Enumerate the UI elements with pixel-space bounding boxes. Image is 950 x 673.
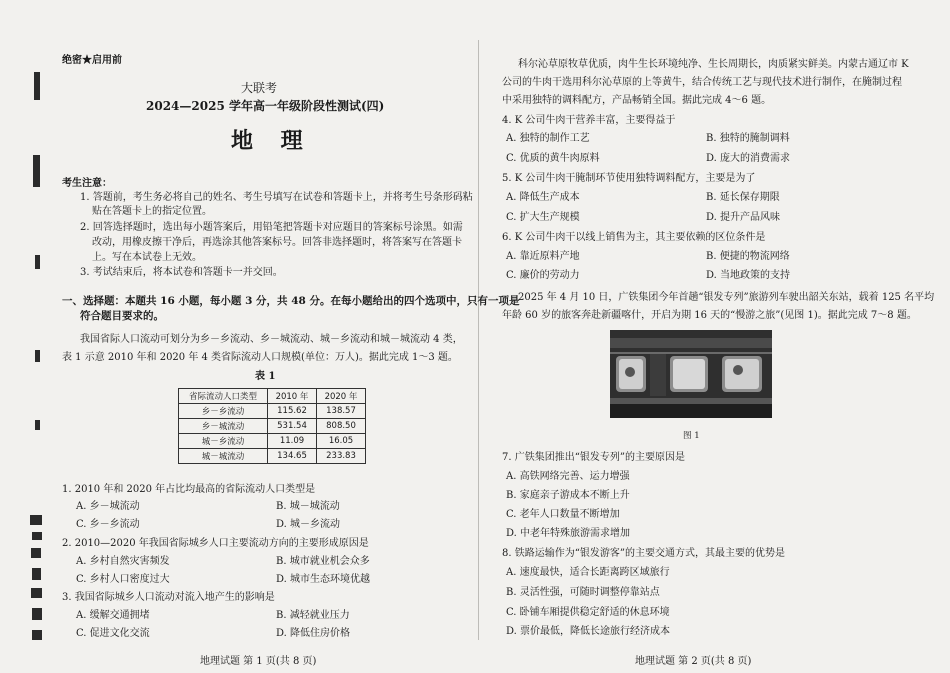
section-heading: 一、选择题：本题共 16 小题，每小题 3 分，共 48 分。在每小题给出的四个选项中，只有一项是 bbox=[62, 295, 520, 307]
table-row bbox=[179, 419, 366, 434]
option: B. 灵活性强，可随时调整停靠站点 bbox=[506, 587, 660, 598]
table-cell: 808.50 bbox=[317, 419, 366, 434]
table-cell: 乡－乡流动 bbox=[179, 404, 268, 419]
option: D. 提升产品风味 bbox=[706, 212, 781, 223]
table-cell: 233.83 bbox=[317, 449, 366, 464]
table-cell: 138.57 bbox=[317, 404, 366, 419]
section-heading-cont: 符合题目要求的。 bbox=[80, 310, 164, 322]
table-header: 省际流动人口类型 bbox=[179, 389, 268, 404]
option: D. 城市生态环境优越 bbox=[276, 574, 371, 585]
option: D. 降低住房价格 bbox=[276, 628, 351, 639]
option: D. 票价最低，降低长途旅行经济成本 bbox=[506, 626, 671, 637]
org-title: 大联考 bbox=[241, 81, 278, 95]
option: B. 家庭亲子游成本不断上升 bbox=[506, 490, 630, 501]
passage-line: 科尔沁草原牧草优质，肉牛生长环境纯净、生长周期长，肉质紧实鲜美。内蒙古通辽市 K bbox=[518, 59, 909, 70]
secret-label: 绝密★启用前 bbox=[62, 55, 122, 66]
subject-title: 地 理 bbox=[231, 128, 313, 154]
intro-line: 表 1 示意 2010 年和 2020 年 4 类省际流动人口规模(单位：万人)。据此完成 1～3 题。 bbox=[62, 352, 458, 363]
option: C. 乡村人口密度过大 bbox=[76, 574, 170, 585]
option: A. 独特的制作工艺 bbox=[506, 133, 590, 144]
table-cell: 城－城流动 bbox=[179, 449, 268, 464]
table-cell: 11.09 bbox=[268, 434, 317, 449]
option: B. 延长保存期限 bbox=[706, 192, 780, 203]
option: D. 庞大的消费需求 bbox=[706, 153, 791, 164]
option: D. 当地政策的支持 bbox=[706, 270, 791, 281]
question-6: 6. K 公司牛肉干以线上销售为主，其主要依赖的区位条件是 bbox=[502, 232, 766, 243]
table-cell: 115.62 bbox=[268, 404, 317, 419]
option: C. 促进文化交流 bbox=[76, 628, 150, 639]
exam-title: 2024—2025 学年高一年级阶段性测试(四) bbox=[146, 99, 385, 113]
question-7: 7. 广铁集团推出“银发专列”的主要原因是 bbox=[502, 452, 685, 463]
right-page bbox=[480, 0, 950, 673]
question-1: 1. 2010 年和 2020 年占比均最高的省际流动人口类型是 bbox=[62, 484, 316, 495]
train-photo bbox=[610, 330, 772, 418]
option: A. 乡－城流动 bbox=[76, 501, 140, 512]
table-header-row bbox=[179, 389, 366, 404]
option: D. 城－乡流动 bbox=[276, 519, 341, 530]
option: C. 优质的黄牛肉原料 bbox=[506, 153, 600, 164]
option: B. 城－城流动 bbox=[276, 501, 340, 512]
option: B. 独特的腌制调料 bbox=[706, 133, 790, 144]
option: D. 中老年特殊旅游需求增加 bbox=[506, 528, 631, 539]
table-cell: 乡－城流动 bbox=[179, 419, 268, 434]
option: A. 缓解交通拥堵 bbox=[76, 610, 150, 621]
page-footer: 地理试题 第 2 页(共 8 页) bbox=[635, 656, 752, 667]
option: A. 靠近原料产地 bbox=[506, 251, 580, 262]
question-3: 3. 我国省际城乡人口流动对流入地产生的影响是 bbox=[62, 592, 275, 603]
table-cell: 134.65 bbox=[268, 449, 317, 464]
question-8: 8. 铁路运输作为“银发游客”的主要交通方式，其最主要的优势是 bbox=[502, 548, 785, 559]
option: B. 城市就业机会众多 bbox=[276, 556, 370, 567]
figure-caption: 图 1 bbox=[683, 431, 700, 441]
question-4: 4. K 公司牛肉干营养丰富，主要得益于 bbox=[502, 115, 676, 126]
notice-line: 1. 答题前，考生务必将自己的姓名、考生号填写在试卷和答题卡上，并将考生号条形码粘 bbox=[80, 192, 473, 203]
notice-line: 3. 考试结束后，将本试卷和答题卡一并交回。 bbox=[80, 267, 283, 278]
notice-line: 贴在答题卡上的指定位置。 bbox=[92, 206, 212, 217]
option: B. 减轻就业压力 bbox=[276, 610, 350, 621]
table-title: 表 1 bbox=[255, 371, 276, 382]
notice-line: 2. 回答选择题时，选出每小题答案后，用铅笔把答题卡对应题目的答案标号涂黑。如需 bbox=[80, 222, 463, 233]
option: C. 卧铺车厢提供稳定舒适的休息环境 bbox=[506, 607, 670, 618]
option: C. 扩大生产规模 bbox=[506, 212, 580, 223]
passage-line: 年龄 60 岁的旅客奔赴新疆喀什，开启为期 16 天的“慢游之旅”(见图 1)。据此完成 7～8 题。 bbox=[502, 310, 917, 321]
question-5: 5. K 公司牛肉干腌制环节使用独特调料配方，主要是为了 bbox=[502, 173, 756, 184]
passage-line: 中采用独特的调料配方，产品畅销全国。据此完成 4～6 题。 bbox=[502, 95, 772, 106]
page-divider bbox=[478, 40, 479, 640]
option: A. 高铁网络完善、运力增强 bbox=[506, 471, 630, 482]
notice-line: 上。写在本试卷上无效。 bbox=[92, 252, 202, 263]
intro-line: 我国省际人口流动可划分为乡－乡流动、乡－城流动、城－乡流动和城－城流动 4 类， bbox=[80, 334, 463, 345]
option: C. 老年人口数量不断增加 bbox=[506, 509, 620, 520]
option: C. 乡－乡流动 bbox=[76, 519, 140, 530]
table-header: 2010 年 bbox=[268, 389, 317, 404]
question-2: 2. 2010—2020 年我国省际城乡人口主要流动方向的主要形成原因是 bbox=[62, 538, 369, 549]
table-cell: 16.05 bbox=[317, 434, 366, 449]
passage-line: 公司的牛肉干选用科尔沁草原的上等黄牛，结合传统工艺与现代技术进行制作，在腌制过程 bbox=[502, 77, 902, 88]
table-header: 2020 年 bbox=[317, 389, 366, 404]
table-row bbox=[179, 449, 366, 464]
table-row bbox=[179, 434, 366, 449]
table-cell: 531.54 bbox=[268, 419, 317, 434]
page-footer: 地理试题 第 1 页(共 8 页) bbox=[200, 656, 317, 667]
notice-title: 考生注意： bbox=[62, 178, 112, 189]
table-cell: 城－乡流动 bbox=[179, 434, 268, 449]
notice-line: 改动，用橡皮擦干净后，再选涂其他答案标号。回答非选择题时，将答案写在答题卡 bbox=[92, 237, 462, 248]
population-table bbox=[178, 388, 366, 464]
option: A. 降低生产成本 bbox=[506, 192, 580, 203]
passage-line: 2025 年 4 月 10 日，广铁集团今年首趟“银发专列”旅游列车驶出韶关东站，载着 125 名平均 bbox=[518, 292, 935, 303]
table-row bbox=[179, 404, 366, 419]
option: B. 便捷的物流网络 bbox=[706, 251, 790, 262]
option: A. 乡村自然灾害频发 bbox=[76, 556, 170, 567]
option: C. 廉价的劳动力 bbox=[506, 270, 580, 281]
option: A. 速度最快，适合长距离跨区域旅行 bbox=[506, 567, 670, 578]
